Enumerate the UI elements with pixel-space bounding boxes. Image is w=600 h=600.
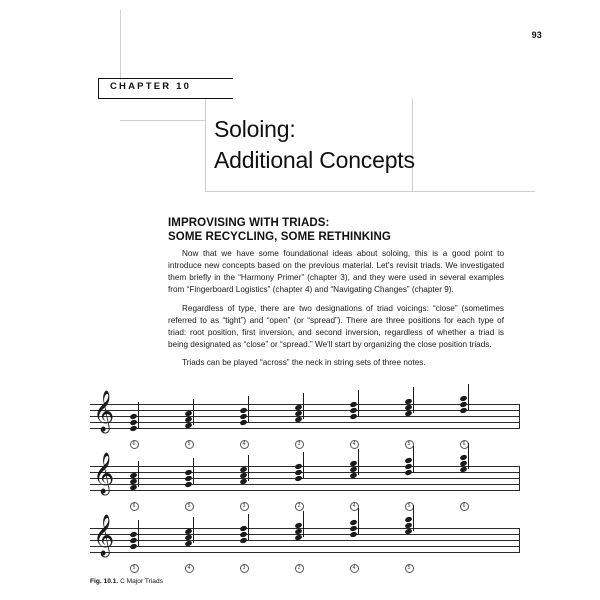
chord <box>350 404 359 429</box>
notehead <box>184 534 192 541</box>
staff-line <box>90 484 520 485</box>
fingering-number: 4 <box>349 502 359 511</box>
page-title-line-2: Additional Concepts <box>214 146 415 173</box>
chord <box>240 466 249 491</box>
chord <box>130 404 139 429</box>
notehead <box>239 419 247 426</box>
notehead <box>404 463 412 470</box>
notehead <box>349 519 357 526</box>
chord <box>405 466 414 491</box>
staff-line <box>90 528 520 529</box>
notehead <box>239 531 247 538</box>
chord <box>185 466 194 491</box>
chord <box>130 466 139 491</box>
staff-line <box>90 404 520 405</box>
notehead <box>349 460 357 467</box>
notehead <box>239 478 247 485</box>
notehead <box>294 534 302 541</box>
chapter-box-bottom-rule <box>98 98 233 99</box>
note-stem <box>468 384 469 410</box>
notehead <box>294 469 302 476</box>
fingering-number: 4 <box>349 440 359 449</box>
chord <box>295 466 304 491</box>
note-stem <box>248 396 249 422</box>
notehead <box>404 404 412 411</box>
note-stem <box>468 443 469 469</box>
notehead <box>349 401 357 408</box>
staff-line <box>90 466 520 467</box>
notehead <box>239 413 247 420</box>
note-stem <box>193 458 194 484</box>
note-stem <box>138 520 139 546</box>
notehead <box>129 472 137 479</box>
barline <box>519 404 520 429</box>
notehead <box>349 466 357 473</box>
section-heading <box>168 216 498 245</box>
treble-clef-icon: 𝄞 <box>93 452 115 493</box>
title-rule-left <box>205 99 206 191</box>
notehead <box>239 525 247 532</box>
fingering-number: 2 <box>294 502 304 511</box>
note-stem <box>413 505 414 531</box>
music-staff-row-3 <box>90 514 520 576</box>
notehead <box>404 398 412 405</box>
chord <box>295 404 304 429</box>
music-staff-row-1 <box>90 390 520 452</box>
note-stem <box>138 461 139 487</box>
notehead <box>129 537 137 544</box>
note-stem <box>303 452 304 478</box>
music-staff-row-2 <box>90 452 520 514</box>
note-stem <box>303 511 304 537</box>
staff-line <box>90 428 520 429</box>
note-stem <box>303 393 304 419</box>
notehead <box>294 522 302 529</box>
figure-caption <box>90 578 163 585</box>
fingering-number: 4 <box>349 564 359 573</box>
fingering-number: 6 <box>459 502 469 511</box>
fingering-number: 5 <box>404 564 414 573</box>
chapter-box-left-rule <box>98 78 99 99</box>
chord <box>185 528 194 553</box>
note-stem <box>358 449 359 475</box>
chord <box>240 404 249 429</box>
fingering-row <box>90 440 520 452</box>
note-stem <box>193 399 194 425</box>
note-stem <box>413 446 414 472</box>
notehead <box>404 516 412 523</box>
fingering-number: 4 <box>239 440 249 449</box>
notehead <box>459 407 467 414</box>
notehead <box>459 454 467 461</box>
notehead <box>404 457 412 464</box>
chord <box>240 528 249 553</box>
treble-clef-icon: 𝄞 <box>93 514 115 555</box>
chord <box>460 404 469 429</box>
notehead <box>294 475 302 482</box>
decorative-rule-horizontal-left <box>120 120 205 121</box>
notehead <box>294 404 302 411</box>
notehead <box>349 407 357 414</box>
staff-line <box>90 478 520 479</box>
chapter-label: CHAPTER 10 <box>110 81 192 92</box>
section-heading-line-1: IMPROVISING WITH TRIADS: <box>168 217 330 229</box>
notehead <box>404 522 412 529</box>
staff-line <box>90 534 520 535</box>
notehead <box>349 472 357 479</box>
fingering-number: 5 <box>404 502 414 511</box>
body-paragraph: Regardless of type, there are two designations of triad voicings: “close” (sometimes referred to as “tight”) and “open” (or “spread”). There are three positions for each type of triad: root position, first inversion, and second inversion, regardless of whether a triad is being designated as “close” or “spread.” We'll start by organizing the close position triads. <box>168 303 504 349</box>
fingering-number: 3 <box>239 502 249 511</box>
fingering-number: 4 <box>184 564 194 573</box>
body-paragraph: Triads can be played “across” the neck in string sets of three notes. <box>182 358 426 368</box>
staff-line <box>90 472 520 473</box>
note-stem <box>138 402 139 428</box>
title-rule-bottom <box>205 191 535 192</box>
fingering-row <box>90 502 520 514</box>
notehead <box>349 531 357 538</box>
notehead <box>184 410 192 417</box>
notehead <box>294 410 302 417</box>
notehead <box>129 531 137 538</box>
notehead <box>129 413 137 420</box>
fingering-number: 5 <box>184 440 194 449</box>
staff <box>90 514 520 562</box>
notehead <box>404 469 412 476</box>
notehead <box>459 466 467 473</box>
fingering-number: 6 <box>129 440 139 449</box>
notehead <box>184 422 192 429</box>
staff-line <box>90 552 520 553</box>
barline <box>519 466 520 491</box>
fingering-number: 3 <box>239 564 249 573</box>
decorative-rule-vertical-left <box>120 10 121 80</box>
section-heading-line-2: SOME RECYCLING, SOME RETHINKING <box>168 231 391 244</box>
notehead <box>184 469 192 476</box>
notehead <box>294 463 302 470</box>
staff <box>90 390 520 438</box>
chord <box>185 404 194 429</box>
fingering-number: 5 <box>129 564 139 573</box>
notehead <box>184 481 192 488</box>
staff-line <box>90 422 520 423</box>
staff <box>90 452 520 500</box>
chord <box>350 528 359 553</box>
notehead <box>349 413 357 420</box>
figure-caption-text: C Major Triads <box>120 578 163 585</box>
chord <box>130 528 139 553</box>
fingering-row <box>90 564 520 576</box>
notehead <box>129 419 137 426</box>
chord <box>460 466 469 491</box>
notehead <box>404 410 412 417</box>
staff-line <box>90 490 520 491</box>
notehead <box>129 425 137 432</box>
notehead <box>184 475 192 482</box>
notehead <box>459 395 467 402</box>
staff-line <box>90 540 520 541</box>
treble-clef-icon: 𝄞 <box>93 390 115 431</box>
fingering-number: 6 <box>459 440 469 449</box>
body-paragraph: Now that we have some foundational ideas about soloing, this is a good point to introduce new concepts based on the previous material. Let's revisit triads. We investigated them briefly in the “Harmony Primer” (chapter 3), and they were used in several examples from “Fingerboard Logistics” (chapter 4) and “Navigating Changes” (chapter 9). <box>168 249 504 295</box>
notehead <box>239 472 247 479</box>
chord <box>295 528 304 553</box>
fingering-number: 5 <box>184 502 194 511</box>
notehead <box>349 525 357 532</box>
fingering-number: 3 <box>294 440 304 449</box>
notehead <box>129 543 137 550</box>
chapter-box-top-rule <box>98 78 233 79</box>
notehead <box>129 478 137 485</box>
fingering-number: 2 <box>294 564 304 573</box>
notehead <box>459 401 467 408</box>
chord <box>405 528 414 553</box>
notehead <box>459 460 467 467</box>
note-stem <box>248 455 249 481</box>
chord <box>350 466 359 491</box>
notehead <box>294 528 302 535</box>
notehead <box>239 407 247 414</box>
notehead <box>129 484 137 491</box>
page-number: 93 <box>531 30 542 40</box>
notehead <box>404 528 412 535</box>
notehead <box>294 416 302 423</box>
page-title-line-1: Soloing: <box>214 116 296 142</box>
figure-number: Fig. 10.1. <box>90 578 119 585</box>
fingering-number: 6 <box>129 502 139 511</box>
body-copy <box>168 248 504 369</box>
note-stem <box>413 387 414 413</box>
note-stem <box>358 508 359 534</box>
chord <box>405 404 414 429</box>
page-title <box>214 114 415 175</box>
notehead <box>239 537 247 544</box>
note-stem <box>248 514 249 540</box>
notehead <box>184 416 192 423</box>
notehead <box>239 466 247 473</box>
notehead <box>184 540 192 547</box>
staff-line <box>90 416 520 417</box>
staff-line <box>90 546 520 547</box>
note-stem <box>193 517 194 543</box>
staff-line <box>90 410 520 411</box>
barline <box>519 528 520 553</box>
note-stem <box>358 390 359 416</box>
fingering-number: 5 <box>404 440 414 449</box>
notehead <box>184 528 192 535</box>
